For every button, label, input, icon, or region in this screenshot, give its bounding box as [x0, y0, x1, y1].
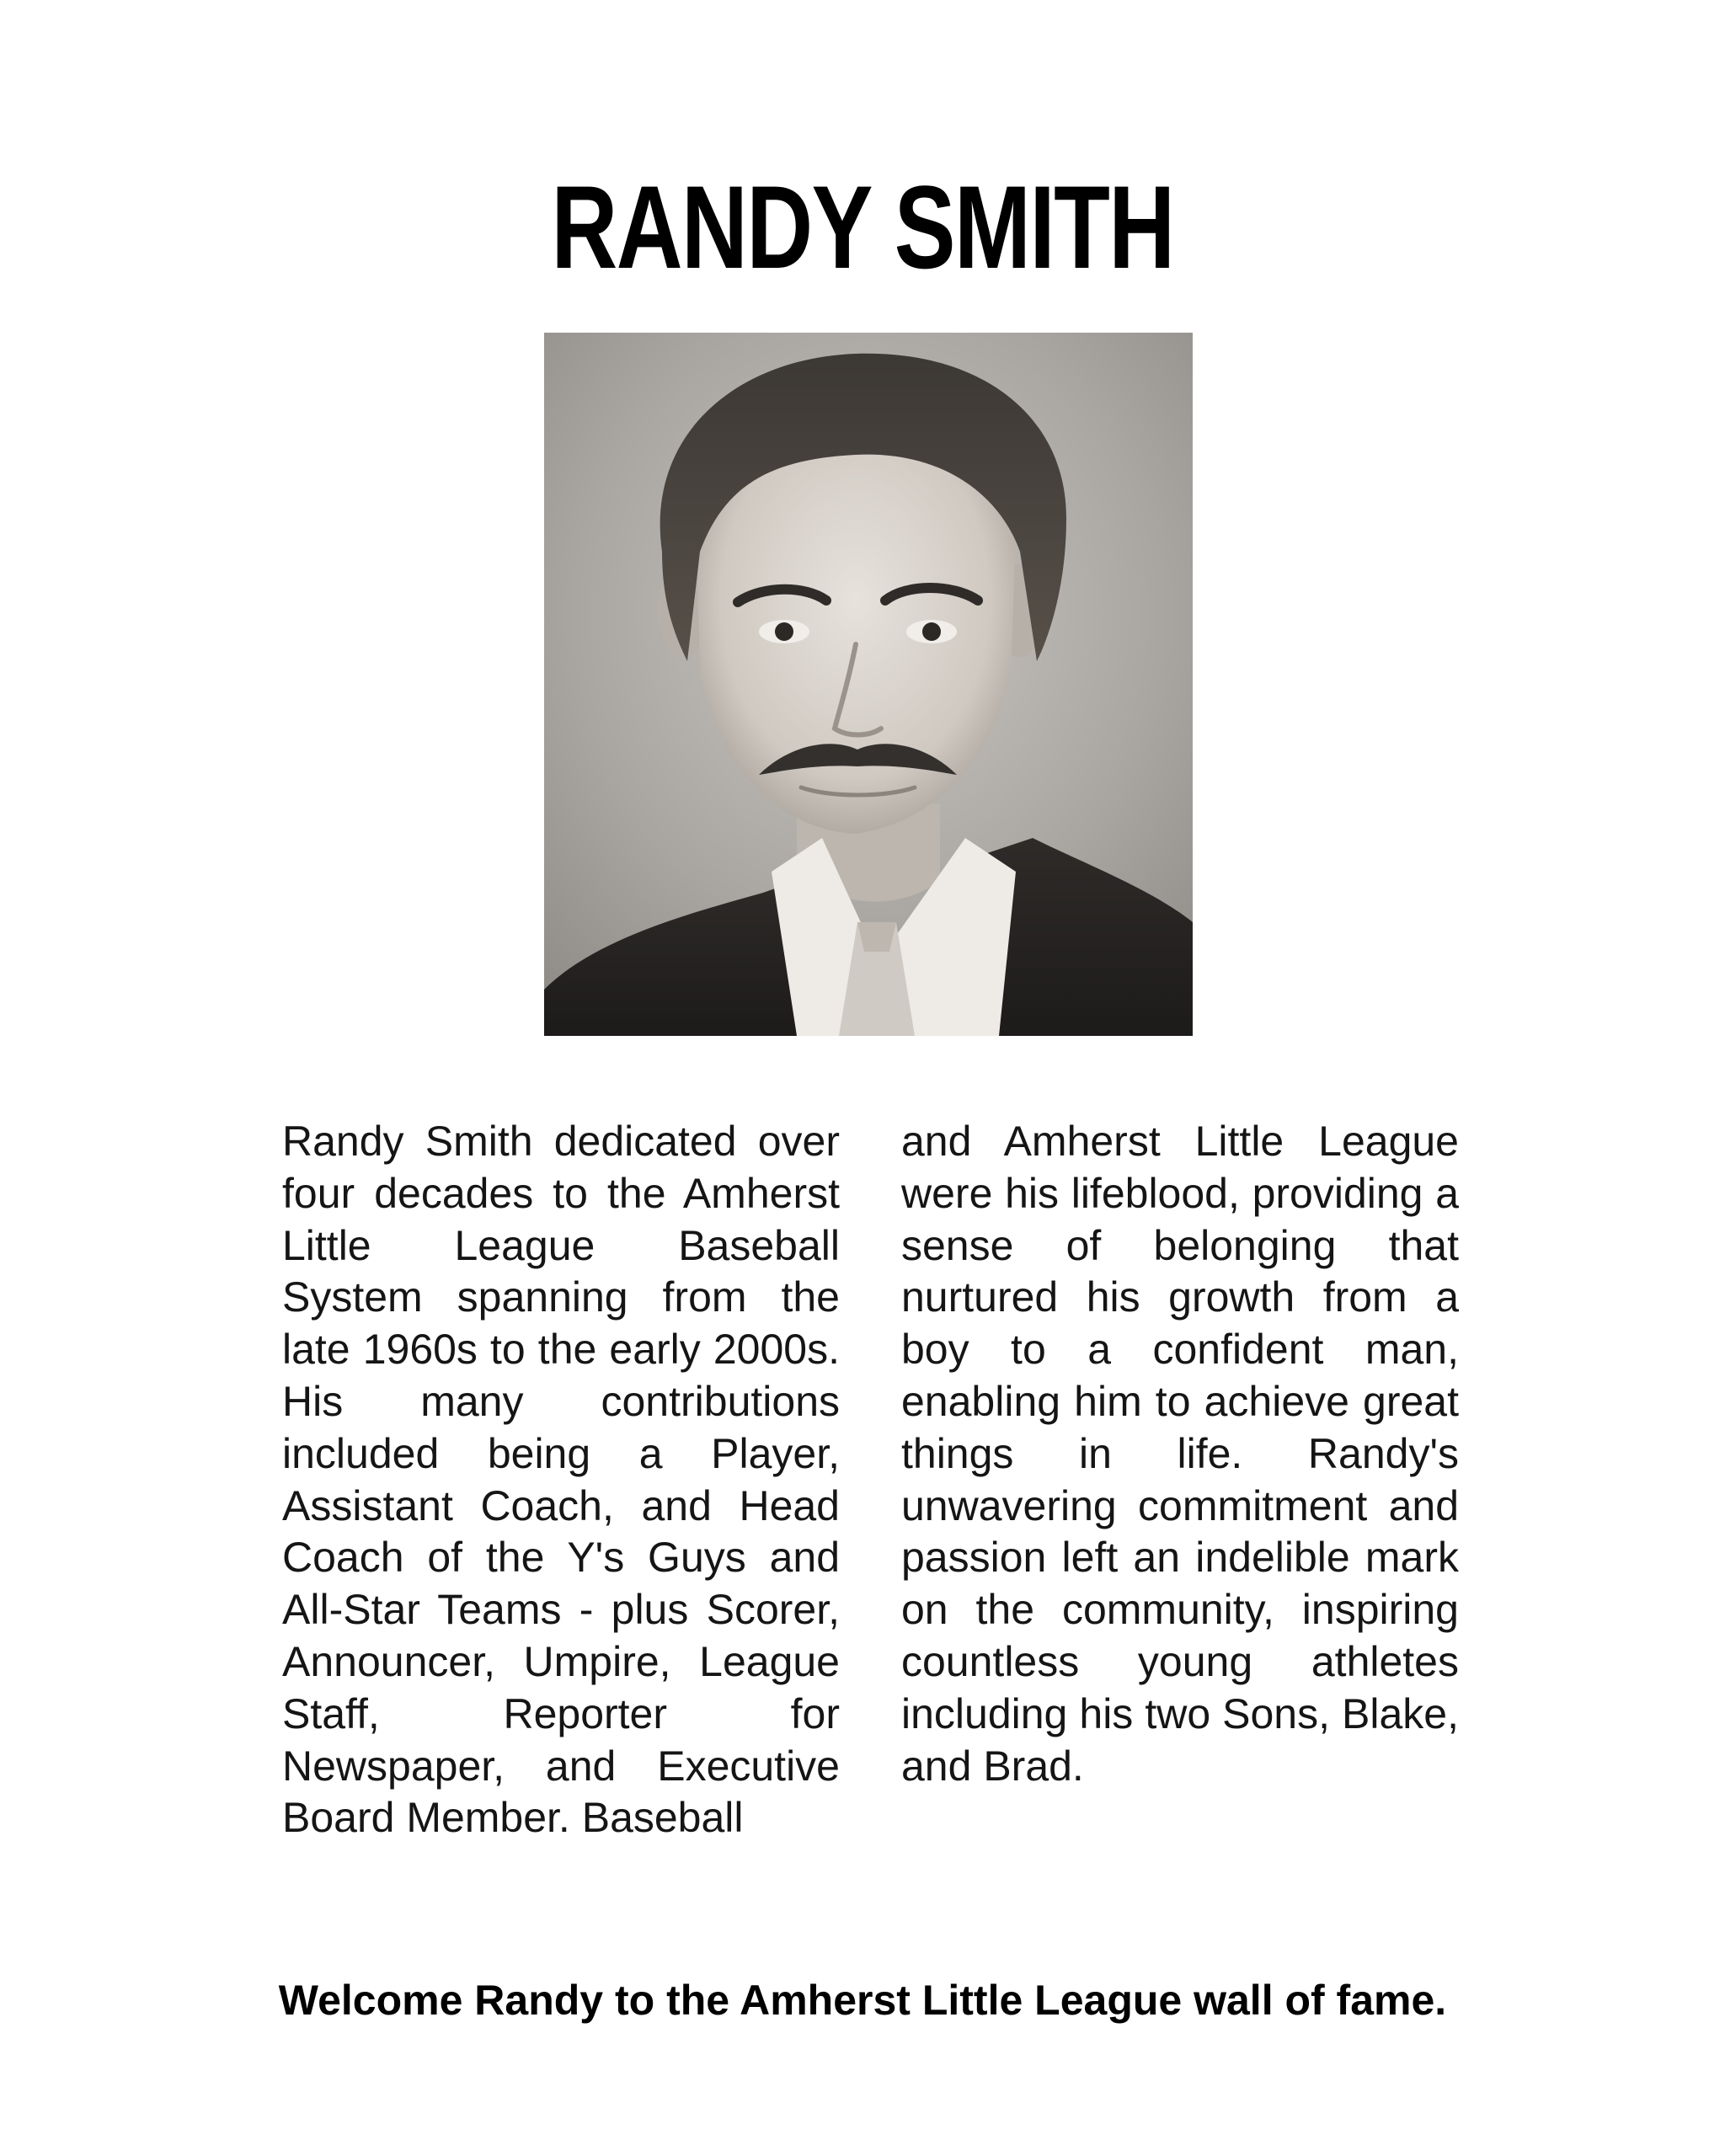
biography-right-column — [901, 1116, 1459, 1792]
biography-left-text: Randy Smith dedicated over four decades to the Amherst Little League Baseball System spanning from the late 1960s to the early 2000s. His many contributions included being a Player, Assistant Coach, and Head Coach of the Y's Guys and All-Star Teams - plus Scorer, Announcer, Umpire, League Staff, Reporter for Newspaper, and Executive Board Member. Baseball — [282, 1118, 840, 1842]
biography-right-text: and Amherst Little League were his lifeblood, providing a sense of belonging that nurtured his growth from a boy to a confident man, enabling him to achieve great things in life. Randy's unwavering commitment and passion left an indelible mark on the community, inspiring countless young athletes including his two Sons, Blake, and Brad. — [901, 1118, 1459, 1790]
portrait-illustration — [544, 333, 1193, 1036]
portrait-photo — [544, 333, 1193, 1036]
page-title: RANDY SMITH — [551, 161, 1174, 293]
biography — [282, 1116, 1461, 1908]
welcome-message: Welcome Randy to the Amherst Little League wall of fame. — [278, 1977, 1447, 2024]
biography-left-column — [282, 1116, 840, 1844]
